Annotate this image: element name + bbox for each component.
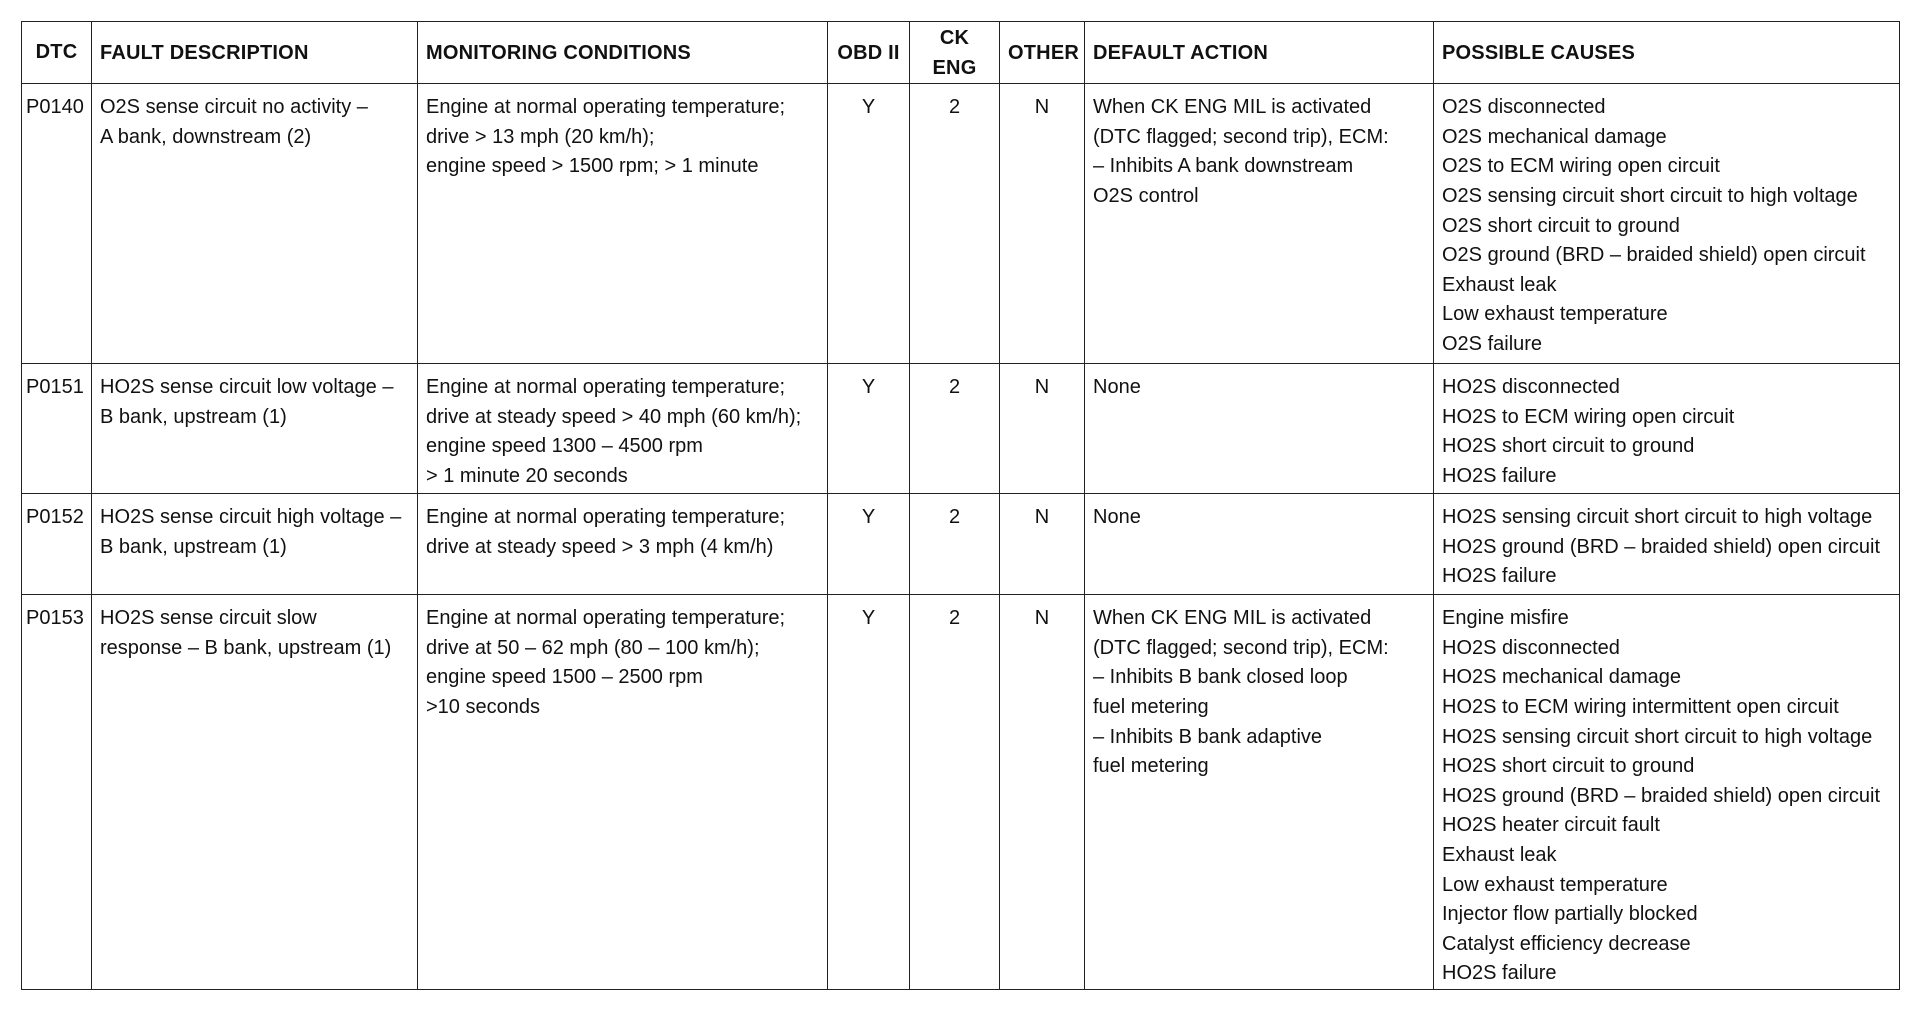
cell-obd2: Y xyxy=(828,595,910,990)
header-other: OTHER xyxy=(1000,22,1085,84)
cell-obd2: Y xyxy=(828,364,910,494)
cell-dtc: P0153 xyxy=(22,595,92,990)
table-row xyxy=(22,494,1900,595)
cell-obd2: Y xyxy=(828,84,910,364)
table-row xyxy=(22,595,1900,990)
cell-other: N xyxy=(1000,84,1085,364)
cell-monitoring-conditions: Engine at normal operating temperature; drive at 50 – 62 mph (80 – 100 km/h); engine speed 1500 – 2500 rpm >10 seconds xyxy=(418,595,828,990)
header-fault-description: FAULT DESCRIPTION xyxy=(92,22,418,84)
cell-possible-causes: HO2S sensing circuit short circuit to high voltage HO2S ground (BRD – braided shield) open circuit HO2S failure xyxy=(1434,494,1900,595)
cell-ck-eng: 2 xyxy=(910,84,1000,364)
header-possible-causes: POSSIBLE CAUSES xyxy=(1434,22,1900,84)
cell-fault-description: HO2S sense circuit slow response – B bank, upstream (1) xyxy=(92,595,418,990)
cell-dtc: P0140 xyxy=(22,84,92,364)
cell-other: N xyxy=(1000,494,1085,595)
header-dtc: DTC xyxy=(22,22,92,84)
header-obd2: OBD II xyxy=(828,22,910,84)
header-row xyxy=(22,22,1900,84)
cell-default-action: None xyxy=(1085,364,1434,494)
cell-monitoring-conditions: Engine at normal operating temperature; drive > 13 mph (20 km/h); engine speed > 1500 rpm; > 1 minute xyxy=(418,84,828,364)
cell-dtc: P0151 xyxy=(22,364,92,494)
header-default-action: DEFAULT ACTION xyxy=(1085,22,1434,84)
cell-fault-description: HO2S sense circuit low voltage – B bank, upstream (1) xyxy=(92,364,418,494)
cell-other: N xyxy=(1000,364,1085,494)
cell-possible-causes: HO2S disconnected HO2S to ECM wiring open circuit HO2S short circuit to ground HO2S failure xyxy=(1434,364,1900,494)
cell-dtc: P0152 xyxy=(22,494,92,595)
cell-monitoring-conditions: Engine at normal operating temperature; drive at steady speed > 3 mph (4 km/h) xyxy=(418,494,828,595)
dtc-table xyxy=(21,21,1900,990)
header-monitoring-conditions: MONITORING CONDITIONS xyxy=(418,22,828,84)
cell-possible-causes: Engine misfire HO2S disconnected HO2S mechanical damage HO2S to ECM wiring intermittent open circuit HO2S sensing circuit short circuit to high voltage HO2S short circuit to ground HO2S ground (BRD – braided shield) open circuit HO2S heater circuit fault Exhaust leak Low exhaust temperature Injector flow partially blocked Catalyst efficiency decrease HO2S failure xyxy=(1434,595,1900,990)
cell-ck-eng: 2 xyxy=(910,494,1000,595)
cell-monitoring-conditions: Engine at normal operating temperature; drive at steady speed > 40 mph (60 km/h); engine speed 1300 – 4500 rpm > 1 minute 20 seconds xyxy=(418,364,828,494)
cell-default-action: When CK ENG MIL is activated (DTC flagged; second trip), ECM: – Inhibits A bank downstream O2S control xyxy=(1085,84,1434,364)
cell-possible-causes: O2S disconnected O2S mechanical damage O2S to ECM wiring open circuit O2S sensing circuit short circuit to high voltage O2S short circuit to ground O2S ground (BRD – braided shield) open circuit Exhaust leak Low exhaust temperature O2S failure xyxy=(1434,84,1900,364)
cell-obd2: Y xyxy=(828,494,910,595)
cell-other: N xyxy=(1000,595,1085,990)
cell-ck-eng: 2 xyxy=(910,364,1000,494)
table-row xyxy=(22,364,1900,494)
cell-fault-description: O2S sense circuit no activity – A bank, downstream (2) xyxy=(92,84,418,364)
cell-ck-eng: 2 xyxy=(910,595,1000,990)
cell-default-action: None xyxy=(1085,494,1434,595)
header-ck-eng: CK ENG xyxy=(910,22,1000,84)
cell-fault-description: HO2S sense circuit high voltage – B bank, upstream (1) xyxy=(92,494,418,595)
table-row xyxy=(22,84,1900,364)
cell-default-action: When CK ENG MIL is activated (DTC flagged; second trip), ECM: – Inhibits B bank closed loop fuel metering – Inhibits B bank adaptive fuel metering xyxy=(1085,595,1434,990)
